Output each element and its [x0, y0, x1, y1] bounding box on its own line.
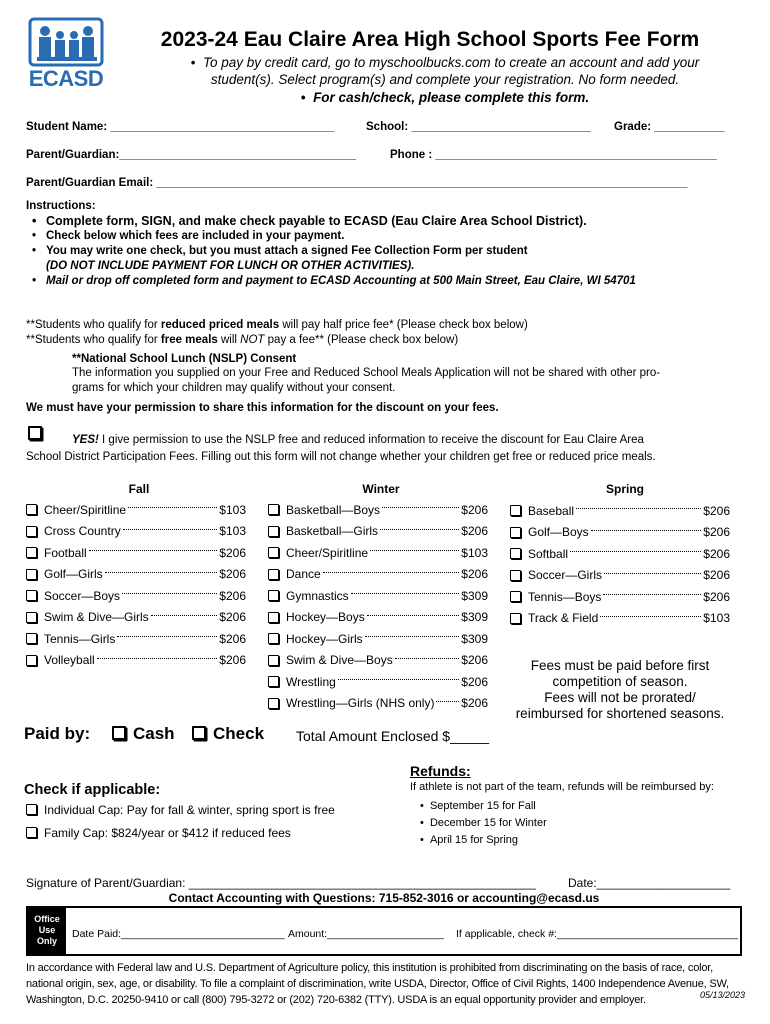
free-pre: **Students who qualify for [26, 334, 161, 346]
sport-price: $206 [461, 674, 488, 689]
fall-item[interactable] [26, 521, 246, 543]
checkbox[interactable] [510, 613, 521, 624]
fall-item[interactable] [26, 585, 246, 607]
checkbox[interactable] [510, 527, 521, 538]
checkbox[interactable] [26, 633, 37, 644]
sport-name: Cross Country [44, 524, 121, 539]
office-use-tag [28, 908, 66, 954]
revision-date: 05/13/2023 [700, 990, 746, 1000]
instruction-item-note [26, 259, 636, 274]
instruction-item: • Complete form, SIGN, and make check payable to ECASD (Eau Claire Area School District). [26, 214, 636, 229]
spring-item[interactable] [510, 586, 730, 608]
sport-name: Swim & Dive—Girls [44, 610, 149, 625]
cash-option[interactable] [112, 724, 175, 744]
instructions [26, 199, 636, 289]
consent-line-2: School District Participation Fees. Filling out this form will not change whether your children get free or reduced price meals. [26, 451, 656, 463]
header-bullet-1: • To pay by credit card, go to myschoolbucks.com to create an account and add your [190, 55, 700, 70]
individual-cap-label: Individual Cap: Pay for fall & winter, spring sport is free [44, 803, 335, 817]
individual-cap-option[interactable] [26, 803, 335, 817]
fall-heading: Fall [128, 482, 150, 496]
reduced-pre: **Students who qualify for [26, 319, 161, 331]
nslp-line-1: The information you supplied on your Free and Reduced School Meals Application will not be shared with other pro- [72, 367, 661, 379]
fall-list [26, 499, 246, 671]
sport-name: Swim & Dive—Boys [286, 653, 393, 668]
checkbox[interactable] [268, 526, 279, 537]
instruction-item: • Check below which fees are included in your payment. [26, 229, 636, 244]
sport-price: $206 [703, 546, 730, 561]
sport-name: Basketball—Boys [286, 502, 381, 517]
nslp-consent-checkbox[interactable] [28, 426, 49, 444]
sport-price: $309 [461, 610, 488, 625]
sport-price: $103 [703, 611, 730, 626]
spring-heading: Spring [606, 482, 644, 496]
winter-list [268, 499, 488, 714]
sport-name: Hockey—Girls [286, 631, 363, 646]
checkbox[interactable] [268, 590, 279, 601]
sport-price: $309 [461, 588, 488, 603]
sport-name: Volleyball [44, 653, 95, 668]
nslp-heading: **National School Lunch (NSLP) Consent [72, 353, 297, 365]
date-field[interactable]: Date:____________________ [568, 876, 731, 890]
checkbox[interactable] [268, 504, 279, 515]
sport-name: Track & Field [528, 611, 599, 626]
refund-date: • December 15 for Winter [420, 817, 547, 829]
sport-name: Wrestling—Girls (NHS only) [286, 696, 435, 711]
spring-item[interactable] [510, 522, 730, 544]
fall-item[interactable] [26, 650, 246, 672]
winter-item[interactable] [268, 542, 488, 564]
fall-item[interactable] [26, 628, 246, 650]
family-cap-checkbox[interactable] [26, 827, 37, 838]
instruction-item: • Mail or drop off completed form and payment to ECASD Accounting at 500 Main Street, Eau Claire, WI 54701 [26, 274, 636, 289]
checkbox[interactable] [510, 570, 521, 581]
fees-note-line: competition of season. [552, 674, 688, 689]
sport-price: $206 [461, 696, 488, 711]
check-option[interactable] [192, 724, 264, 744]
nslp-line-2: grams for which your children may qualify without your consent. [72, 382, 396, 394]
sport-name: Basketball—Girls [286, 524, 379, 539]
school-field[interactable]: School: ____________________________ [366, 121, 591, 133]
free-bold: free meals [160, 334, 218, 346]
sport-price: $206 [461, 567, 488, 582]
check-label: Check [213, 724, 265, 743]
sport-price: $206 [219, 588, 246, 603]
sport-price: $206 [703, 525, 730, 540]
sport-price: $206 [461, 502, 488, 517]
date-paid-field[interactable]: Date Paid:____________________________ [72, 928, 285, 940]
refunds-heading: Refunds: [410, 763, 471, 779]
winter-item[interactable] [268, 628, 488, 650]
winter-heading: Winter [362, 482, 400, 496]
sport-price: $103 [461, 545, 488, 560]
header-bullet-2: • For cash/check, please complete this form. [300, 90, 590, 105]
sport-price: $206 [703, 503, 730, 518]
sport-name: Soccer—Boys [44, 588, 121, 603]
checkbox[interactable] [26, 612, 37, 623]
winter-item[interactable] [268, 499, 488, 521]
sport-price: $309 [461, 631, 488, 646]
individual-cap-checkbox[interactable] [26, 804, 37, 815]
fees-note-line: Fees must be paid before first [530, 658, 710, 673]
sport-name: Hockey—Boys [286, 610, 365, 625]
checkbox[interactable] [26, 569, 37, 580]
amount-field[interactable]: Amount:____________________ [288, 928, 444, 940]
sport-name: Cheer/Spiritline [286, 545, 369, 560]
sport-name: Baseball [528, 503, 575, 518]
parent-field[interactable]: Parent/Guardian:_____________________________________ [26, 149, 356, 161]
checkbox[interactable] [510, 548, 521, 559]
family-cap-label: Family Cap: $824/year or $412 if reduced fees [44, 826, 291, 840]
office-tag-line: Use [38, 925, 56, 935]
phone-field[interactable]: Phone : ____________________________________________ [390, 149, 717, 161]
checkbox[interactable] [26, 504, 37, 515]
sport-name: Dance [286, 567, 321, 582]
sport-price: $206 [219, 631, 246, 646]
applicable-heading: Check if applicable: [24, 782, 161, 798]
free-meals-note [26, 333, 458, 348]
free-not: NOT [240, 334, 265, 346]
sport-name: Tennis—Girls [44, 631, 116, 646]
checkbox[interactable] [268, 655, 279, 666]
total-amount-field[interactable]: Total Amount Enclosed $_____ [296, 728, 490, 744]
student-name-field[interactable]: Student Name: ___________________________________ [26, 121, 335, 133]
checkbox[interactable] [26, 547, 37, 558]
form-title: 2023-24 Eau Claire Area High School Sports Fee Form [160, 28, 700, 51]
sport-price: $206 [461, 653, 488, 668]
refund-date: • September 15 for Fall [420, 800, 536, 812]
refund-date: • April 15 for Spring [420, 834, 519, 846]
reduced-bold: reduced priced meals [160, 319, 280, 331]
checkbox[interactable] [268, 547, 279, 558]
winter-item[interactable] [268, 521, 488, 543]
sport-name: Gymnastics [286, 588, 349, 603]
header-bullet-2-text: For cash/check, please complete this form. [313, 90, 590, 105]
nondiscrimination-statement: In accordance with Federal law and U.S. Department of Agriculture policy, this institution is prohibited from discriminating on the basis of race, color, national origin, sex, age, or disability. To file a complaint of discrimination, write USDA, Director, Office of Civil Rights, 1400 Independence Avenue, SW, Washington, D.C. 20250-9410 or call (800) 795-3272 or (202) 720-6382 (TTY). USDA is an equal opportunity provider and employer. [26, 962, 729, 1006]
checkbox[interactable] [26, 655, 37, 666]
refunds-intro: If athlete is not part of the team, refunds will be reimbursed by: [410, 781, 714, 793]
sport-price: $206 [219, 653, 246, 668]
winter-item[interactable] [268, 585, 488, 607]
sport-price: $206 [219, 567, 246, 582]
fall-item[interactable] [26, 564, 246, 586]
header-bullet-1-cont: student(s). Select program(s) and complete your registration. No form needed. [210, 72, 680, 87]
office-tag-line: Office [34, 914, 60, 924]
free-mid: will [217, 334, 241, 346]
consent-line-1 [72, 433, 644, 448]
fees-note-line: Fees will not be prorated/ [544, 690, 696, 705]
instructions-heading: Instructions: [26, 200, 96, 212]
winter-item[interactable] [268, 564, 488, 586]
sport-name: Cheer/Spiritline [44, 502, 127, 517]
cash-label: Cash [133, 724, 175, 743]
sport-price: $206 [219, 545, 246, 560]
checkbox[interactable] [26, 590, 37, 601]
office-use-box [26, 906, 742, 956]
reduced-meals-note [26, 318, 528, 333]
sport-price: $206 [461, 524, 488, 539]
checkbox[interactable] [510, 591, 521, 602]
checkbox[interactable] [510, 505, 521, 516]
spring-item[interactable] [510, 500, 730, 522]
fees-note-line: reimbursed for shortened seasons. [515, 706, 725, 721]
family-cap-option[interactable] [26, 826, 291, 840]
winter-item[interactable] [268, 607, 488, 629]
sport-price: $206 [219, 610, 246, 625]
instruction-note-text: (DO NOT INCLUDE PAYMENT FOR LUNCH OR OTHER ACTIVITIES). [46, 260, 415, 272]
free-post: pay a fee** (Please check box below) [264, 334, 459, 346]
check-checkbox[interactable] [192, 726, 206, 740]
checkbox[interactable] [268, 698, 279, 709]
fall-item[interactable] [26, 542, 246, 564]
sport-name: Golf—Girls [44, 567, 103, 582]
sport-name: Wrestling [286, 674, 336, 689]
cash-checkbox[interactable] [112, 726, 126, 740]
instruction-item: • You may write one check, but you must attach a signed Fee Collection Form per student [26, 244, 636, 259]
winter-item[interactable] [268, 650, 488, 672]
spring-item[interactable] [510, 543, 730, 565]
winter-item[interactable] [268, 693, 488, 715]
yes-bold: YES! [72, 434, 99, 446]
sport-price: $103 [219, 524, 246, 539]
signature-field[interactable]: Signature of Parent/Guardian: ____________________________________________________ [26, 876, 536, 890]
ecasd-logo [27, 16, 105, 92]
reduced-post: will pay half price fee* (Please check box below) [279, 319, 528, 331]
sport-name: Golf—Boys [528, 525, 589, 540]
sport-name: Softball [528, 546, 569, 561]
checkbox[interactable] [268, 633, 279, 644]
sport-name: Football [44, 545, 87, 560]
yes-line-1-text: I give permission to use the NSLP free and reduced information to receive the discount for Eau Claire Area [98, 434, 644, 446]
grade-field[interactable]: Grade: ___________ [614, 121, 725, 133]
check-number-field[interactable]: If applicable, check #:_______________________________ [456, 928, 739, 940]
refund-dates [420, 798, 547, 849]
sport-price: $206 [703, 589, 730, 604]
checkbox[interactable] [268, 612, 279, 623]
winter-item[interactable] [268, 671, 488, 693]
checkbox[interactable] [268, 569, 279, 580]
contact-line: Contact Accounting with Questions: 715-852-3016 or accounting@ecasd.us [168, 891, 600, 905]
sport-price: $103 [219, 502, 246, 517]
sport-name: Soccer—Girls [528, 568, 603, 583]
office-tag-line: Only [36, 936, 57, 946]
spring-item[interactable] [510, 565, 730, 587]
fees-note [510, 658, 730, 722]
sport-price: $206 [703, 568, 730, 583]
checkbox[interactable] [26, 526, 37, 537]
paid-by-label: Paid by: [24, 724, 91, 743]
logo-text: ECASD [28, 66, 104, 91]
header-bullet-1-text: To pay by credit card, go to myschoolbucks.com to create an account and add your [202, 55, 700, 70]
checkbox[interactable] [268, 676, 279, 687]
fall-item[interactable] [26, 607, 246, 629]
spring-item[interactable] [510, 608, 730, 630]
spring-list [510, 500, 730, 629]
email-field[interactable]: Parent/Guardian Email: ___________________________________________________________________________________ [26, 177, 688, 189]
permission-text: We must have your permission to share this information for the discount on your fees. [26, 402, 499, 414]
sport-name: Tennis—Boys [528, 589, 602, 604]
fall-item[interactable] [26, 499, 246, 521]
